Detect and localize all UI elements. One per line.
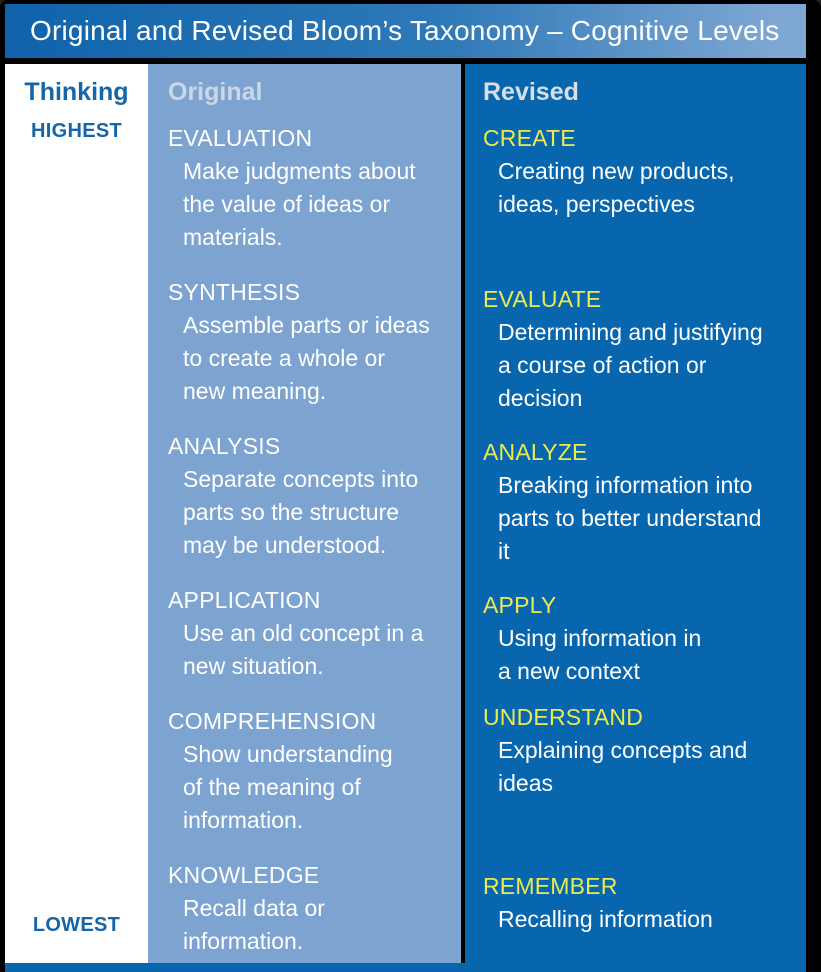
level-description-line: it bbox=[498, 538, 510, 564]
level-term: KNOWLEDGE bbox=[168, 862, 320, 888]
level-description-line: may be understood. bbox=[183, 532, 387, 558]
level-application bbox=[168, 584, 455, 683]
level-description-line: Show understanding bbox=[183, 741, 393, 767]
level-understand bbox=[483, 701, 800, 800]
level-description-line: new meaning. bbox=[183, 378, 327, 404]
level-description-line: decision bbox=[498, 385, 583, 411]
level-description-line: Breaking information into bbox=[498, 472, 753, 498]
level-description-line: Recall data or bbox=[183, 895, 325, 921]
level-description bbox=[168, 738, 455, 837]
level-description-line: to create a whole or bbox=[183, 345, 386, 371]
level-term: APPLICATION bbox=[168, 587, 321, 613]
level-description bbox=[483, 155, 800, 221]
level-term: UNDERSTAND bbox=[483, 704, 644, 730]
level-remember bbox=[483, 870, 800, 936]
level-description bbox=[483, 469, 800, 568]
level-term: ANALYZE bbox=[483, 439, 588, 465]
level-description-line: materials. bbox=[183, 224, 283, 250]
revised-column bbox=[465, 64, 806, 963]
revised-column-header: Revised bbox=[483, 78, 579, 106]
level-knowledge bbox=[168, 859, 455, 958]
level-description-line: ideas bbox=[498, 770, 553, 796]
level-term: COMPREHENSION bbox=[168, 708, 377, 734]
level-evaluation bbox=[168, 122, 455, 254]
level-description-line: Explaining concepts and bbox=[498, 737, 748, 763]
footer-bar bbox=[5, 963, 806, 972]
level-description bbox=[483, 903, 800, 936]
level-description-line: information. bbox=[183, 807, 304, 833]
level-description bbox=[168, 309, 455, 408]
level-description-line: Recalling information bbox=[498, 906, 713, 932]
level-evaluate bbox=[483, 283, 800, 415]
level-term: SYNTHESIS bbox=[168, 279, 301, 305]
level-analysis bbox=[168, 430, 455, 562]
level-description-line: ideas, perspectives bbox=[498, 191, 695, 217]
level-description-line: the value of ideas or bbox=[183, 191, 391, 217]
columns bbox=[5, 64, 806, 963]
original-column bbox=[148, 64, 461, 963]
level-description-line: Make judgments about bbox=[183, 158, 416, 184]
level-description-line: parts to better understand bbox=[498, 505, 762, 531]
title-bar bbox=[5, 4, 806, 58]
level-description-line: parts so the structure bbox=[183, 499, 400, 525]
original-column-header: Original bbox=[168, 78, 263, 106]
page-title: Original and Revised Bloom’s Taxonomy – Cognitive Levels bbox=[30, 15, 780, 46]
level-term: APPLY bbox=[483, 592, 557, 618]
level-create bbox=[483, 122, 800, 221]
level-apply bbox=[483, 589, 800, 688]
highest-label: HIGHEST bbox=[31, 120, 122, 142]
level-term: CREATE bbox=[483, 125, 576, 151]
level-description-line: Use an old concept in a bbox=[183, 620, 424, 646]
level-description-line: Separate concepts into bbox=[183, 466, 419, 492]
level-description bbox=[168, 463, 455, 562]
level-term: ANALYSIS bbox=[168, 433, 281, 459]
level-synthesis bbox=[168, 276, 455, 408]
level-term: REMEMBER bbox=[483, 873, 618, 899]
level-description-line: Determining and justifying bbox=[498, 319, 763, 345]
level-description-line: a course of action or bbox=[498, 352, 707, 378]
level-analyze bbox=[483, 436, 800, 568]
level-description-line: new situation. bbox=[183, 653, 324, 679]
level-description-line: a new context bbox=[498, 658, 640, 684]
level-description bbox=[483, 622, 800, 688]
level-description-line: Creating new products, bbox=[498, 158, 735, 184]
level-description bbox=[168, 892, 455, 958]
thinking-column-header: Thinking bbox=[24, 78, 129, 106]
level-description-line: of the meaning of bbox=[183, 774, 361, 800]
level-description-line: information. bbox=[183, 928, 304, 954]
level-term: EVALUATE bbox=[483, 286, 602, 312]
level-description bbox=[483, 316, 800, 415]
thinking-column bbox=[5, 64, 148, 963]
level-description bbox=[168, 155, 455, 254]
level-term: EVALUATION bbox=[168, 125, 313, 151]
level-description-line: Assemble parts or ideas bbox=[183, 312, 430, 338]
level-description-line: Using information in bbox=[498, 625, 702, 651]
level-description bbox=[483, 734, 800, 800]
level-comprehension bbox=[168, 705, 455, 837]
level-description bbox=[168, 617, 455, 683]
lowest-label: LOWEST bbox=[32, 914, 121, 936]
